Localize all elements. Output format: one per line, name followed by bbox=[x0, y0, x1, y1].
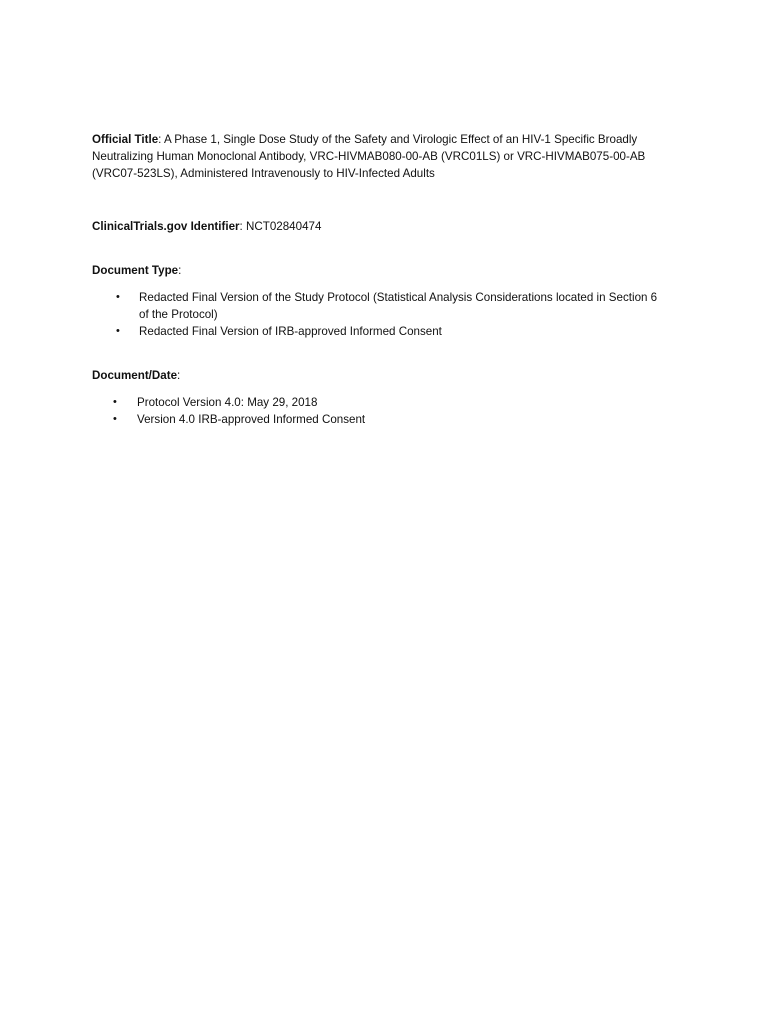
document-date-item-text: Version 4.0 IRB-approved Informed Consent bbox=[137, 413, 366, 426]
document-date-label: Document/Date bbox=[92, 369, 178, 382]
bullet-icon: • bbox=[116, 291, 120, 303]
list-item bbox=[92, 323, 662, 340]
identifier-separator: : bbox=[239, 220, 243, 233]
document-type-heading bbox=[92, 262, 662, 279]
document-type-section bbox=[92, 262, 662, 340]
document-content bbox=[92, 131, 662, 428]
document-date-section bbox=[92, 367, 662, 428]
official-title-paragraph bbox=[92, 131, 662, 182]
document-date-separator: : bbox=[177, 369, 181, 382]
document-date-heading bbox=[92, 367, 662, 384]
list-item bbox=[92, 411, 662, 428]
identifier-value: NCT02840474 bbox=[242, 220, 322, 233]
document-type-label: Document Type bbox=[92, 264, 179, 277]
bullet-icon: • bbox=[113, 396, 117, 408]
list-item bbox=[92, 394, 662, 411]
document-type-list bbox=[92, 289, 662, 340]
document-type-separator: : bbox=[178, 264, 182, 277]
official-title-text: A Phase 1, Single Dose Study of the Safety and Virologic Effect of an HIV-1 Specific Broadly Neutralizing Human Monoclonal Antibody, VRC-HIVMAB080-00-AB (VRC01LS) or VRC-HIVMAB075-00-AB (VRC07-523LS), Administered Intravenously to HIV-Infected Adults bbox=[92, 133, 646, 180]
identifier-paragraph bbox=[92, 218, 662, 235]
document-type-item-text: Redacted Final Version of the Study Protocol (Statistical Analysis Considerations located in Section 6 of the Protocol) bbox=[139, 291, 658, 321]
document-date-list bbox=[92, 394, 662, 428]
bullet-icon: • bbox=[116, 325, 120, 337]
document-date-item-text: Protocol Version 4.0: May 29, 2018 bbox=[137, 396, 318, 409]
identifier-label: ClinicalTrials.gov Identifier bbox=[92, 220, 240, 233]
document-type-item-text: Redacted Final Version of IRB-approved Informed Consent bbox=[139, 325, 442, 338]
official-title-separator: : bbox=[158, 133, 162, 146]
official-title-label: Official Title bbox=[92, 133, 159, 146]
list-item bbox=[92, 289, 662, 323]
bullet-icon: • bbox=[113, 413, 117, 425]
